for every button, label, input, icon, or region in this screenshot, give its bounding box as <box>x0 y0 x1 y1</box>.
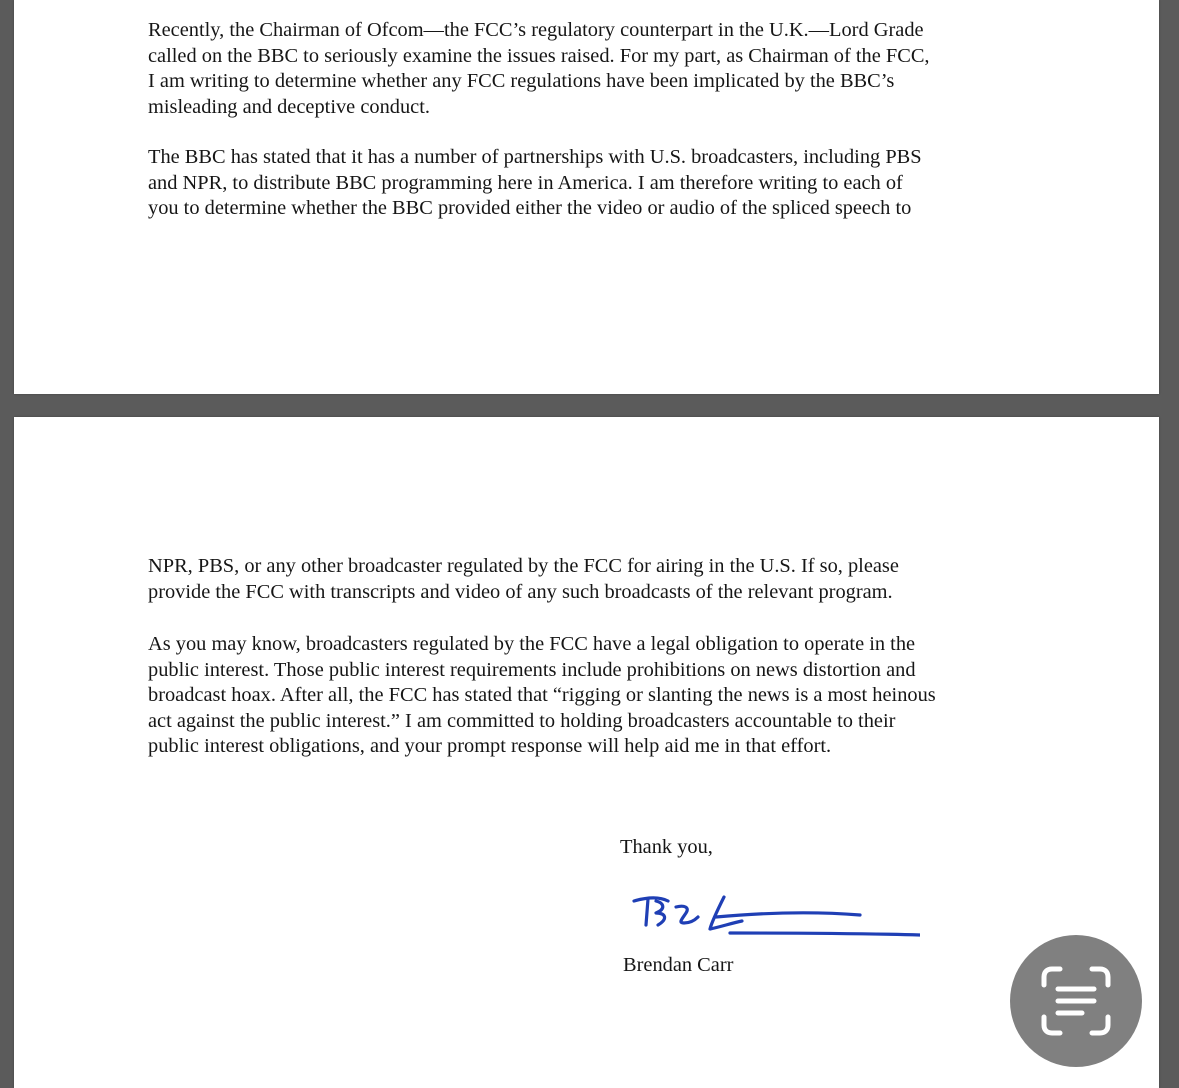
signer-name: Brendan Carr <box>623 954 734 976</box>
document-page-2 <box>14 417 1159 1088</box>
page2-paragraph-1: NPR, PBS, or any other broadcaster regulated by the FCC for airing in the U.S. If so, please provide the FCC with transcripts and video of any such broadcasts of the relevant program. <box>148 555 899 603</box>
page1-paragraph-1: Recently, the Chairman of Ofcom—the FCC’s regulatory counterpart in the U.K.—Lord Grade called on the BBC to seriously examine the issues raised. For my part, as Chairman of the FCC, I am writing to determine whether any FCC regulations have been implicated by the BBC’s misleading and deceptive conduct. <box>148 19 930 118</box>
handwritten-signature <box>620 887 920 947</box>
live-text-button[interactable] <box>1010 935 1142 1067</box>
page1-paragraph-2: The BBC has stated that it has a number of partnerships with U.S. broadcasters, including PBS and NPR, to distribute BBC programming here in America. I am therefore writing to each of you to determine whether the BBC provided either the video or audio of the spliced speech to <box>148 146 922 220</box>
text-scan-icon <box>1036 961 1116 1041</box>
document-page-1 <box>14 0 1159 394</box>
page2-paragraph-2: As you may know, broadcasters regulated by the FCC have a legal obligation to operate in the public interest. Those public interest requirements include prohibitions on news distortion and broadcast hoax. After all, the FCC has stated that “rigging or slanting the news is a most heinous act against the public interest.” I am committed to holding broadcasters accountable to their public interest obligations, and your prompt response will help aid me in that effort. <box>148 633 936 758</box>
closing-line: Thank you, <box>620 836 713 858</box>
